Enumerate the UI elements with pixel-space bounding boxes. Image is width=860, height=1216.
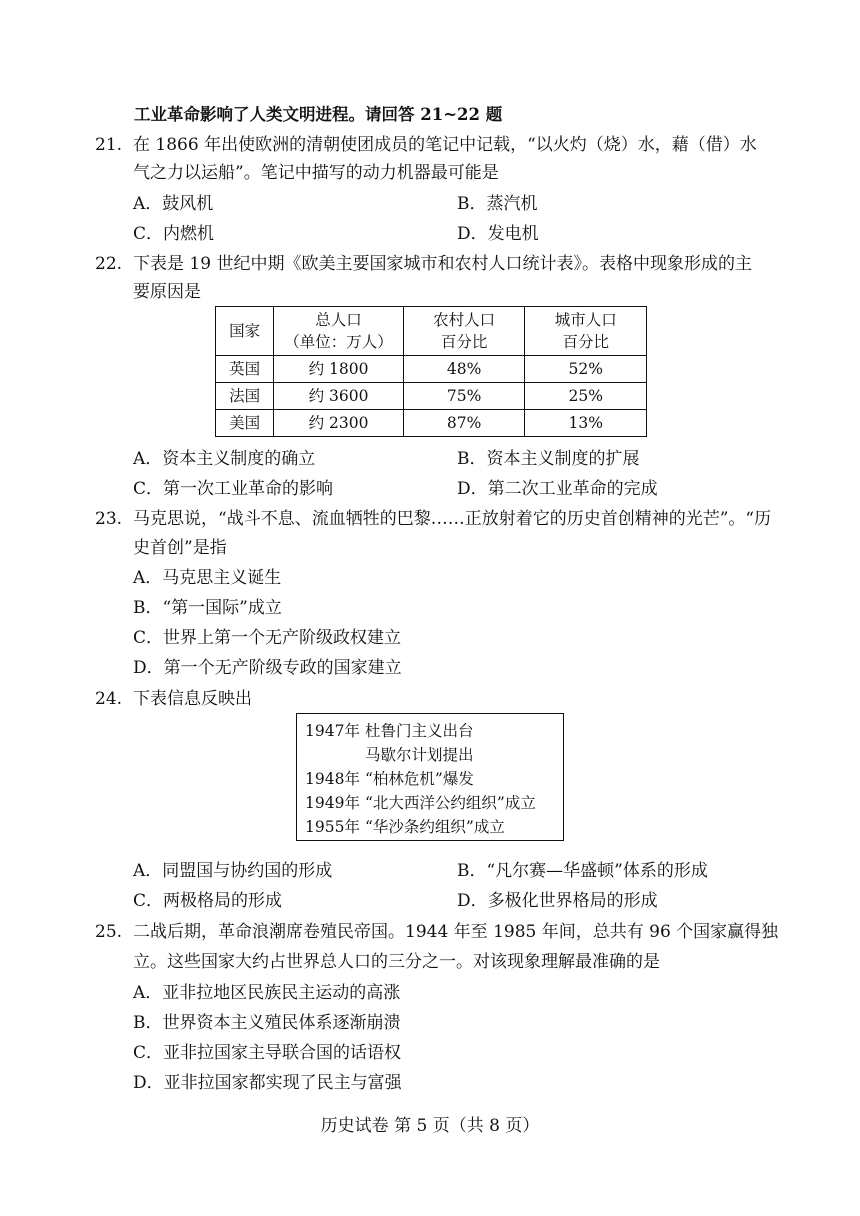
question-22-stem-line2: 要原因是 [133, 282, 201, 302]
header-text: 城市人口 [554, 311, 617, 329]
question-number-24: 24. [95, 689, 123, 709]
question-23-stem-line1: 马克思说，“战斗不息、流血牺牲的巴黎……正放射着它的历史首创精神的光芒”。“历 [133, 509, 772, 529]
timeline-box [296, 713, 564, 841]
header-text: 农村人口 [433, 311, 496, 329]
question-21-option-b: B．蒸汽机 [457, 194, 538, 214]
timeline-event: 马歇尔计划提出 [365, 746, 474, 764]
table-cell: 87% [403, 410, 525, 437]
question-25-stem-line2: 立。这些国家大约占世界总人口的三分之一。对该现象理解最准确的是 [133, 952, 660, 972]
table-header-country [216, 307, 274, 356]
table-cell: 约 1800 [274, 356, 404, 383]
table-cell: 约 2300 [274, 410, 404, 437]
table-row [216, 383, 647, 410]
question-number-25: 25. [95, 922, 123, 942]
question-number-22: 22. [95, 254, 123, 274]
question-23-stem-line2: 史首创”是指 [133, 538, 227, 558]
timeline-event: “华沙条约组织”成立 [365, 818, 505, 836]
table-cell: 25% [525, 383, 647, 410]
timeline-year: 1955年 [305, 818, 360, 836]
header-text: 百分比 [440, 333, 488, 351]
table-header-urban [525, 307, 647, 356]
question-23-option-c: C．世界上第一个无产阶级政权建立 [133, 628, 402, 648]
table-cell: 英国 [216, 356, 274, 383]
table-cell: 75% [403, 383, 525, 410]
question-number-21: 21. [95, 135, 123, 155]
question-24-option-a: A．同盟国与协约国的形成 [133, 861, 333, 881]
question-25-option-b: B．世界资本主义殖民体系逐渐崩溃 [133, 1013, 401, 1033]
question-24-option-b: B．“凡尔赛—华盛顿”体系的形成 [457, 861, 708, 881]
table-cell: 约 3600 [274, 383, 404, 410]
question-21-stem-line2: 气之力以运船”。笔记中描写的动力机器最可能是 [133, 163, 499, 183]
question-25-option-d: D．亚非拉国家都实现了民主与富强 [133, 1073, 402, 1093]
timeline-year: 1947年 [305, 722, 360, 740]
timeline-event: 杜鲁门主义出台 [365, 722, 474, 740]
population-table [215, 306, 647, 437]
table-cell: 13% [525, 410, 647, 437]
question-21-option-a: A．鼓风机 [133, 194, 214, 214]
timeline-event: “柏林危机”爆发 [365, 770, 474, 788]
question-22-option-d: D．第二次工业革命的完成 [457, 479, 658, 499]
question-22-option-b: B．资本主义制度的扩展 [457, 449, 640, 469]
question-25-option-c: C．亚非拉国家主导联合国的话语权 [133, 1043, 402, 1063]
question-25-option-a: A．亚非拉地区民族民主运动的高涨 [133, 983, 401, 1003]
question-23-option-d: D．第一个无产阶级专政的国家建立 [133, 658, 402, 678]
header-text: 总人口 [315, 311, 362, 329]
question-22-option-c: C．第一次工业革命的影响 [133, 479, 334, 499]
question-23-option-a: A．马克思主义诞生 [133, 568, 282, 588]
timeline-event: “北大西洋公约组织”成立 [365, 794, 536, 812]
table-cell: 美国 [216, 410, 274, 437]
question-21-option-d: D．发电机 [457, 224, 539, 244]
table-header-total [274, 307, 404, 356]
question-24-stem: 下表信息反映出 [133, 689, 252, 709]
question-22-option-a: A．资本主义制度的确立 [133, 449, 316, 469]
header-unit: （单位：万人） [284, 333, 393, 351]
page-footer: 历史试卷 第 5 页（共 8 页） [320, 1116, 540, 1136]
question-24-option-c: C．两极格局的形成 [133, 891, 283, 911]
question-23-option-b: B．“第一国际”成立 [133, 598, 282, 618]
table-cell: 52% [525, 356, 647, 383]
table-row [216, 356, 647, 383]
table-cell: 48% [403, 356, 525, 383]
header-text: 国家 [229, 322, 261, 340]
section-intro: 工业革命影响了人类文明进程。请回答 21~22 题 [134, 105, 503, 124]
timeline-year: 1949年 [305, 794, 360, 812]
question-22-stem-line1: 下表是 19 世纪中期《欧美主要国家城市和农村人口统计表》。表格中现象形成的主 [133, 254, 752, 274]
question-21-option-c: C．内燃机 [133, 224, 215, 244]
table-cell: 法国 [216, 383, 274, 410]
timeline-year: 1948年 [305, 770, 360, 788]
question-25-stem-line1: 二战后期，革命浪潮席卷殖民帝国。1944 年至 1985 年间，总共有 96 个国家赢得独 [133, 922, 779, 942]
table-header-rural [403, 307, 525, 356]
question-21-stem-line1: 在 1866 年出使欧洲的清朝使团成员的笔记中记载，“以火灼（烧）水，藉（借）水 [133, 135, 757, 155]
table-header-row [216, 307, 647, 356]
table-row [216, 410, 647, 437]
question-number-23: 23. [95, 509, 123, 529]
header-text: 百分比 [562, 333, 609, 351]
question-24-option-d: D．多极化世界格局的形成 [457, 891, 658, 911]
